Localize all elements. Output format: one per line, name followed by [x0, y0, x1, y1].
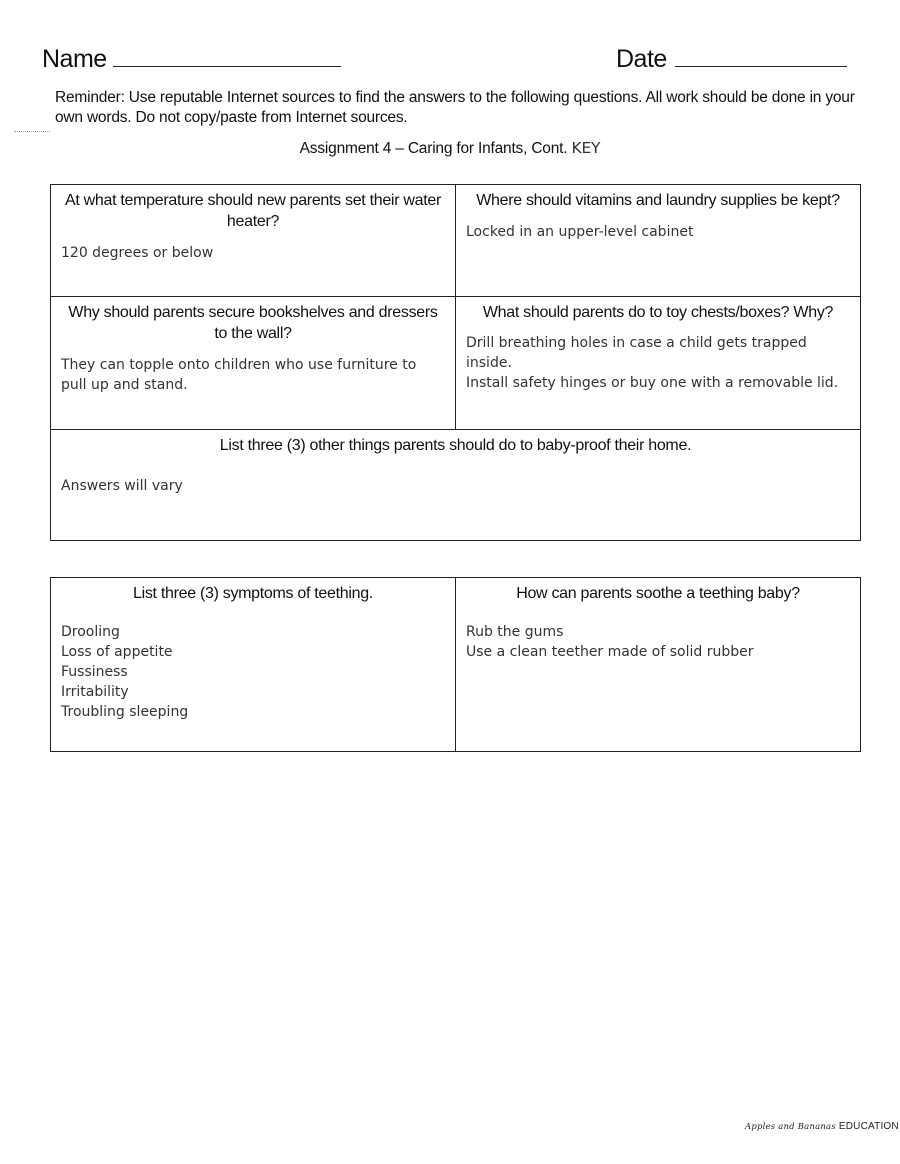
question-soothe-teething: How can parents soothe a teething baby? — [516, 585, 800, 602]
assignment-title — [0, 139, 900, 158]
scan-mark — [14, 131, 50, 132]
assignment-title-text: Assignment 4 – Caring for Infants, Cont. — [299, 140, 568, 157]
questions-table-1 — [50, 184, 861, 541]
answer-toy-chests[interactable]: Drill breathing holes in case a child gets trapped inside. Install safety hinges or buy one with a removable lid. — [466, 335, 839, 391]
answer-baby-proof[interactable]: Answers will vary — [61, 478, 183, 494]
cell-toy-chests — [456, 297, 861, 430]
cell-soothe-teething — [456, 578, 861, 752]
brand-logo — [745, 1121, 899, 1132]
date-blank-line[interactable] — [675, 44, 847, 67]
name-field[interactable] — [42, 44, 341, 74]
key-label: KEY — [571, 139, 601, 157]
answer-teething-symptoms[interactable]: Drooling Loss of appetite Fussiness Irritability Troubling sleeping — [61, 624, 189, 720]
brand-script-text: Apples and Bananas — [745, 1122, 836, 1132]
answer-water-heater[interactable]: 120 degrees or below — [61, 245, 214, 261]
reminder-text: Reminder: Use reputable Internet sources to find the answers to the following questions. All work should be done in your own words. Do not copy/paste from Internet sources. — [55, 89, 855, 126]
cell-water-heater — [51, 185, 456, 297]
date-label: Date — [616, 45, 667, 73]
questions-table-2 — [50, 577, 861, 752]
question-water-heater: At what temperature should new parents set their water heater? — [64, 192, 441, 230]
answer-bookshelves[interactable]: They can topple onto children who use furniture to pull up and stand. — [61, 357, 417, 393]
cell-baby-proof — [51, 430, 861, 541]
question-toy-chests: What should parents do to toy chests/boxes? Why? — [482, 304, 834, 321]
answer-vitamins[interactable]: Locked in an upper-level cabinet — [466, 224, 694, 240]
answer-soothe-teething[interactable]: Rub the gums Use a clean teether made of solid rubber — [466, 624, 754, 660]
question-bookshelves: Why should parents secure bookshelves and dressers to the wall? — [68, 304, 438, 342]
name-blank-line[interactable] — [113, 44, 341, 67]
cell-teething-symptoms — [51, 578, 456, 752]
question-teething-symptoms: List three (3) symptoms of teething. — [133, 585, 373, 602]
brand-caps-text: EDUCATION — [838, 1121, 899, 1132]
name-label: Name — [42, 45, 107, 73]
cell-bookshelves — [51, 297, 456, 430]
question-baby-proof: List three (3) other things parents should do to baby-proof their home. — [219, 437, 692, 454]
date-field[interactable] — [616, 44, 847, 74]
question-vitamins: Where should vitamins and laundry supplies be kept? — [476, 192, 840, 209]
cell-vitamins — [456, 185, 861, 297]
